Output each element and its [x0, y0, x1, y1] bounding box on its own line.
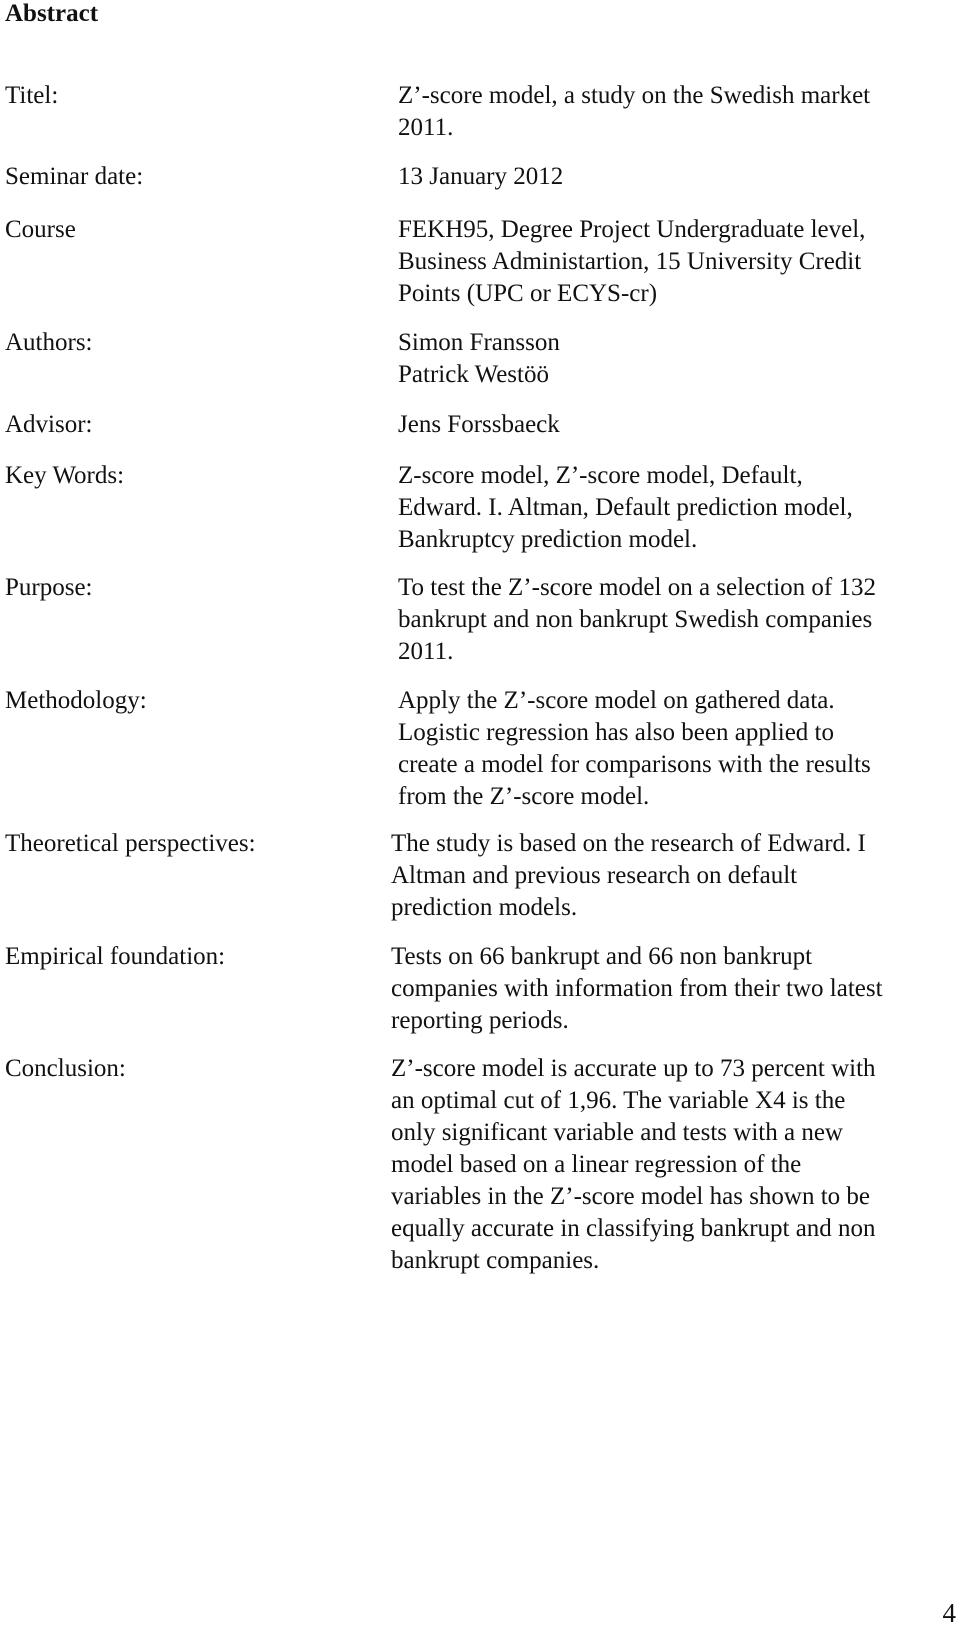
seminar-date-value: 13 January 2012 — [398, 163, 564, 190]
conclusion-label: Conclusion: — [5, 1055, 126, 1082]
key-words-value: Z-score model, Z’-score model, Default, Edward. I. Altman, Default prediction model, Bankruptcy prediction model. — [398, 462, 853, 553]
methodology-value: Apply the Z’-score model on gathered data. Logistic regression has also been applied to create a model for comparisons with the results from the Z’-score model. — [398, 687, 871, 810]
page-number: 4 — [942, 1598, 956, 1628]
methodology-label: Methodology: — [5, 687, 147, 714]
theoretical-perspectives-label: Theoretical perspectives: — [5, 830, 256, 857]
authors-value: Simon Fransson Patrick Westöö — [398, 329, 560, 388]
purpose-label: Purpose: — [5, 574, 93, 601]
course-value: FEKH95, Degree Project Undergraduate level, Business Administartion, 15 University Credit Points (UPC or ECYS-cr) — [398, 216, 866, 307]
key-words-label: Key Words: — [5, 462, 125, 489]
title-label: Titel: — [5, 82, 59, 109]
empirical-foundation-value: Tests on 66 bankrupt and 66 non bankrupt companies with information from their two latest reporting periods. — [391, 943, 883, 1034]
course-label: Course — [5, 216, 76, 243]
title-value: Z’-score model, a study on the Swedish market 2011. — [398, 82, 871, 141]
empirical-foundation-label: Empirical foundation: — [5, 943, 226, 970]
advisor-label: Advisor: — [5, 411, 93, 438]
conclusion-value: Z’-score model is accurate up to 73 percent with an optimal cut of 1,96. The variable X4 is the only significant variable and tests with a new model based on a linear regression of the variables in the Z’-score model has shown to be equally accurate in classifying bankrupt and non bankrupt companies. — [391, 1055, 876, 1274]
theoretical-perspectives-value: The study is based on the research of Edward. I Altman and previous research on default prediction models. — [391, 830, 866, 921]
seminar-date-label: Seminar date: — [5, 163, 144, 190]
purpose-value: To test the Z’-score model on a selection of 132 bankrupt and non bankrupt Swedish companies 2011. — [398, 574, 876, 665]
advisor-value: Jens Forssbaeck — [398, 411, 560, 438]
authors-label: Authors: — [5, 329, 93, 356]
abstract-heading: Abstract — [5, 0, 99, 27]
